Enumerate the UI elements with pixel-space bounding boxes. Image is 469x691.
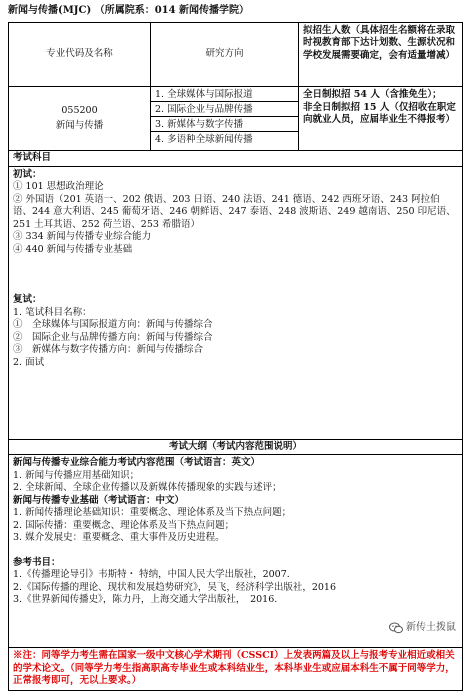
page-title: 新闻与传播(MJC) （所属院系：014 新闻传播学院） <box>8 5 250 16</box>
basic-item: 3. 媒介发展史：重要概念、重大事件及历史进程。 <box>13 532 225 544</box>
wechat-icon <box>389 622 403 634</box>
initial-exam-item: ① 101 思想政治理论 <box>13 181 104 193</box>
watermark <box>386 620 459 635</box>
retest-written-label: 1. 笔试科目名称： <box>13 306 92 318</box>
retest-item: ① 全球媒体与国际报道方向：新闻与传播综合 <box>13 319 213 331</box>
comp-ability-item: 1. 新闻与传播应用基础知识； <box>13 469 140 481</box>
retest-interview: 2. 面试 <box>13 356 45 368</box>
initial-exam-item: ④ 440 新闻与传播专业基础 <box>13 243 133 255</box>
direction-list <box>151 87 299 151</box>
quota-full-time: 全日制拟招 54 人（含推免生）； <box>303 89 442 100</box>
quota-part-time: 非全日制拟招 15 人（仅招收在职定向就业人员，应届毕业生不得报考） <box>303 101 456 126</box>
initial-exam-label: 初试： <box>13 168 42 180</box>
direction-item: 3. 新媒体与数字传播 <box>151 117 298 132</box>
exam-section-title: 考试科目 <box>9 151 463 167</box>
direction-header: 研究方向 <box>151 23 299 87</box>
reference-title: 参考书目： <box>13 556 61 568</box>
reference-item: 2.《国际传播的理论、现状和发展趋势研究》，吴飞，经济科学出版社，2016 <box>13 581 336 593</box>
program-code: 055200 <box>61 105 98 117</box>
quota-cell <box>299 87 463 151</box>
direction-item: 4. 多语种全球新闻传播 <box>155 134 253 145</box>
program-name: 新闻与传播 <box>55 119 104 131</box>
direction-item: 1. 全球媒体与国际报道 <box>151 87 298 102</box>
basic-item: 2. 国际传播：重要概念、理论体系及当下热点问题； <box>13 519 235 531</box>
syllabus-section-title: 考试大纲（考试内容范围说明） <box>9 439 463 455</box>
exam-content <box>9 166 463 439</box>
program-code-name <box>9 87 151 151</box>
code-name-header: 专业代码及名称 <box>9 23 151 87</box>
basic-title: 新闻与传播专业基础（考试语言：中文） <box>13 494 185 506</box>
initial-exam-item: ② 外国语（201 英语一、202 俄语、203 日语、240 法语、241 德语、242 西班牙语、243 阿拉伯语、244 意大利语、245 葡萄牙语、246 朝鲜语、247 泰语、248 波斯语、249 越南语、250 印尼语、251 土耳其语、252 荷兰语、253 希腊语） <box>13 193 456 230</box>
initial-exam-item: ③ 334 新闻与传播专业综合能力 <box>13 231 152 243</box>
retest-item: ② 国际企业与品牌传播方向：新闻与传播综合 <box>13 331 213 343</box>
reference-item: 1.《传播理论导引》韦斯特・ 特纳，中国人民大学出版社，2007. <box>13 569 290 581</box>
retest-label: 复试： <box>13 294 42 306</box>
basic-item: 1. 新闻传播理论基础知识：重要概念、理论体系及当下热点问题； <box>13 507 292 519</box>
program-table <box>8 22 463 691</box>
direction-item: 2. 国际企业与品牌传播 <box>151 102 298 117</box>
quota-header: 拟招生人数（具体招生名额将在录取时视教育部下达计划数、生源状况和学校发展需要确定，会有适量增减） <box>299 23 463 87</box>
syllabus-content <box>9 455 463 648</box>
comp-ability-item: 2. 全球新闻、全球企业传播以及新媒体传播现象的实践与述评； <box>13 482 282 494</box>
watermark-text: 新传土拨鼠 <box>406 622 456 633</box>
equivalent-note: ※注：同等学力考生需在国家一级中文核心学术期刊（CSSCI）上发表两篇及以上与报考专业相近或相关的学术论文。（同等学力考生指高职高专毕业生或本科结业生，本科毕业生或应届本科生不属于同等学力，正常报考即可，无以上要求。） <box>9 648 463 691</box>
comp-ability-title: 新闻与传播专业综合能力考试内容范围（考试语言：英文） <box>13 457 261 469</box>
reference-item: 3.《世界新闻传播史》，陈力丹，上海交通大学出版社， 2016. <box>13 594 278 606</box>
retest-item: ③ 新媒体与数字传播方向：新闻与传播综合 <box>13 344 204 356</box>
